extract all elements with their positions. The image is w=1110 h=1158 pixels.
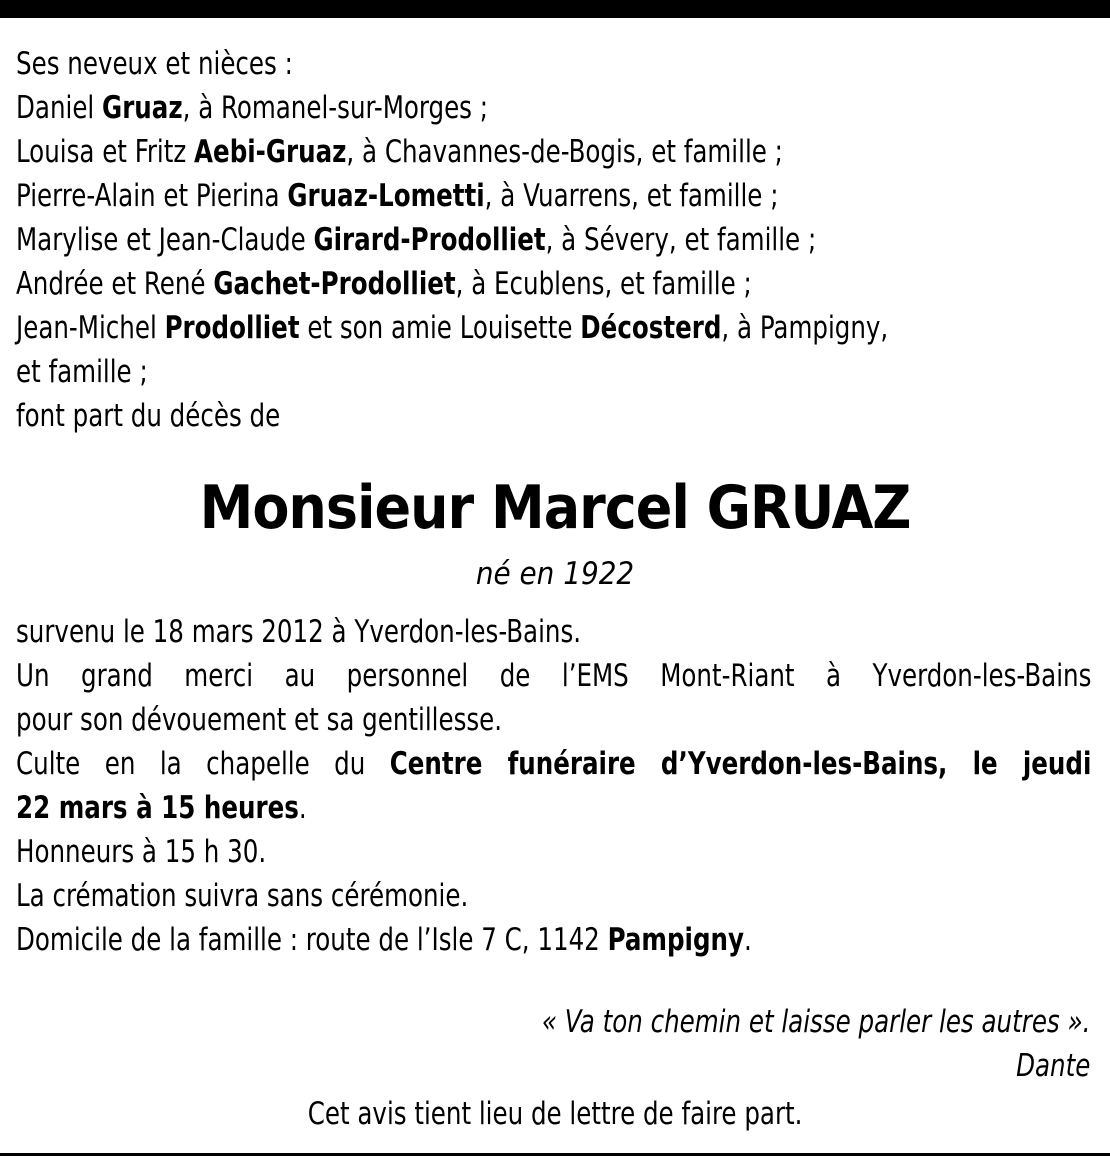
family-line-6-cont: et famille ;: [16, 354, 148, 390]
service-line-1: Culte en la chapelle du Centre funéraire d’Yverdon-les-Bains, le jeudi: [16, 746, 1092, 782]
deceased-name: Monsieur Marcel GRUAZ: [199, 473, 911, 543]
honours-line: Honneurs à 15 h 30.: [16, 834, 267, 870]
birth-year: né en 1922: [475, 556, 635, 592]
family-line-6: Jean-Michel Prodolliet et son amie Louisette Décosterd, à Pampigny,: [16, 310, 889, 346]
family-line-3: Pierre-Alain et Pierina Gruaz-Lometti, à Vuarrens, et famille ;: [16, 178, 779, 214]
domicile-line: Domicile de la famille : route de l’Isle 7 C, 1142 Pampigny.: [16, 922, 752, 958]
family-line-2: Louisa et Fritz Aebi-Gruaz, à Chavannes-de-Bogis, et famille ;: [16, 134, 783, 170]
family-line-4: Marylise et Jean-Claude Girard-Prodolliet, à Sévery, et famille ;: [16, 222, 817, 258]
top-border: [0, 0, 1110, 18]
intro-line: Ses neveux et nièces :: [16, 46, 293, 82]
family-line-5: Andrée et René Gachet-Prodolliet, à Ecublens, et famille ;: [16, 266, 752, 302]
thanks-line-2: pour son dévouement et sa gentillesse.: [16, 702, 503, 738]
quote: « Va ton chemin et laisse parler les autres ».: [541, 1004, 1090, 1040]
quote-author: Dante: [1015, 1048, 1090, 1084]
bottom-border: [0, 1153, 1110, 1156]
family-line-1: Daniel Gruaz, à Romanel-sur-Morges ;: [16, 90, 489, 126]
announce-line: font part du décès de: [16, 398, 281, 434]
cremation-line: La crémation suivra sans cérémonie.: [16, 878, 469, 914]
thanks-line-1: Un grand merci au personnel de l’EMS Mont-Riant à Yverdon-les-Bains: [16, 658, 1092, 694]
death-line: survenu le 18 mars 2012 à Yverdon-les-Bains.: [16, 614, 582, 650]
closing-note: Cet avis tient lieu de lettre de faire part.: [307, 1096, 803, 1132]
service-line-2: 22 mars à 15 heures.: [16, 790, 307, 826]
